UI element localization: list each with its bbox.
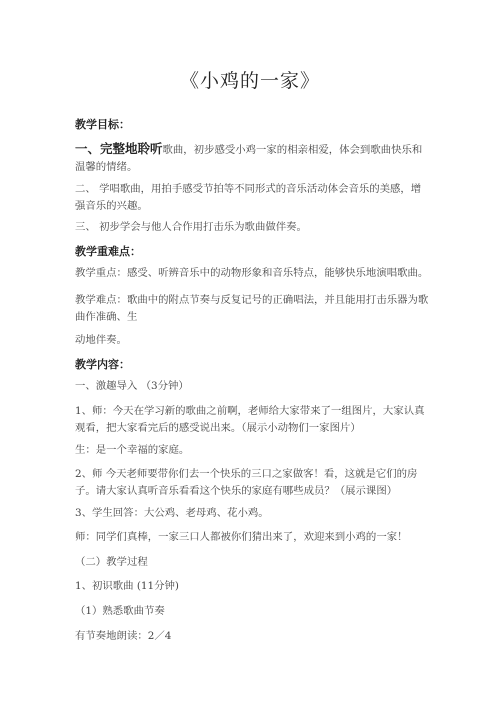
goal-1-text: 歌曲，初步感受小鸡一家的相亲相爱，体会到歌曲快乐和温馨的情绪。 [75, 144, 423, 173]
process-1-1: （1）熟悉歌曲节奏 [75, 605, 165, 617]
goal-1 [75, 140, 430, 176]
step-1-3: 3、学生回答：大公鸡、老母鸡、花小鸡。 [75, 507, 269, 519]
rhythm-line: 有节奏地朗读：2／4 [75, 630, 172, 642]
student-answer: 生：是一个幸福的家庭。 [75, 444, 190, 456]
step-1-2: 2、师 今天老师要带你们去一个快乐的三口之家做客！看，这就是它们的房子。请大家认真听音乐看看这个快乐的家庭有哪些成员？（展示课图） [75, 468, 418, 497]
content-heading: 教学内容： [75, 358, 130, 371]
process-1: 1、初识歌曲 (11分钟) [75, 580, 179, 592]
key-heading: 教学重难点： [75, 245, 141, 258]
goal-3: 三、 初步学会与他人合作用打击乐为歌曲做伴奏。 [75, 221, 307, 233]
difficult-point-line-2: 动地伴奏。 [75, 334, 127, 346]
process-heading: （二）教学过程 [75, 556, 148, 568]
goal-1-lead: 一、完整地聆听 [75, 141, 163, 156]
difficult-point-line-1: 教学难点：歌曲中的附点节奏与反复记号的正确唱法，并且能用打击乐器为歌曲作准确、生 [75, 294, 429, 323]
document-title: 《小鸡的一家》 [179, 70, 320, 92]
step-1-1: 1、师：今天在学习新的歌曲之前啊，老师给大家带来了一组图片，大家认真观看，把大家看完后的感受说出来。（展示小动物们一家图片） [75, 405, 425, 434]
goal-2: 二、 学唱歌曲，用拍手感受节拍等不同形式的音乐活动体会音乐的美感，增强音乐的兴趣。 [75, 183, 422, 212]
key-point: 教学重点：感受、听辨音乐中的动物形象和音乐特点，能够快乐地演唱歌曲。 [75, 267, 429, 279]
goals-heading: 教学目标： [75, 118, 130, 131]
teacher-reply: 师：同学们真棒，一家三口人都被你们猜出来了，欢迎来到小鸡的一家！ [75, 531, 408, 543]
step-1: 一、激趣导入 （3分钟） [75, 380, 189, 392]
